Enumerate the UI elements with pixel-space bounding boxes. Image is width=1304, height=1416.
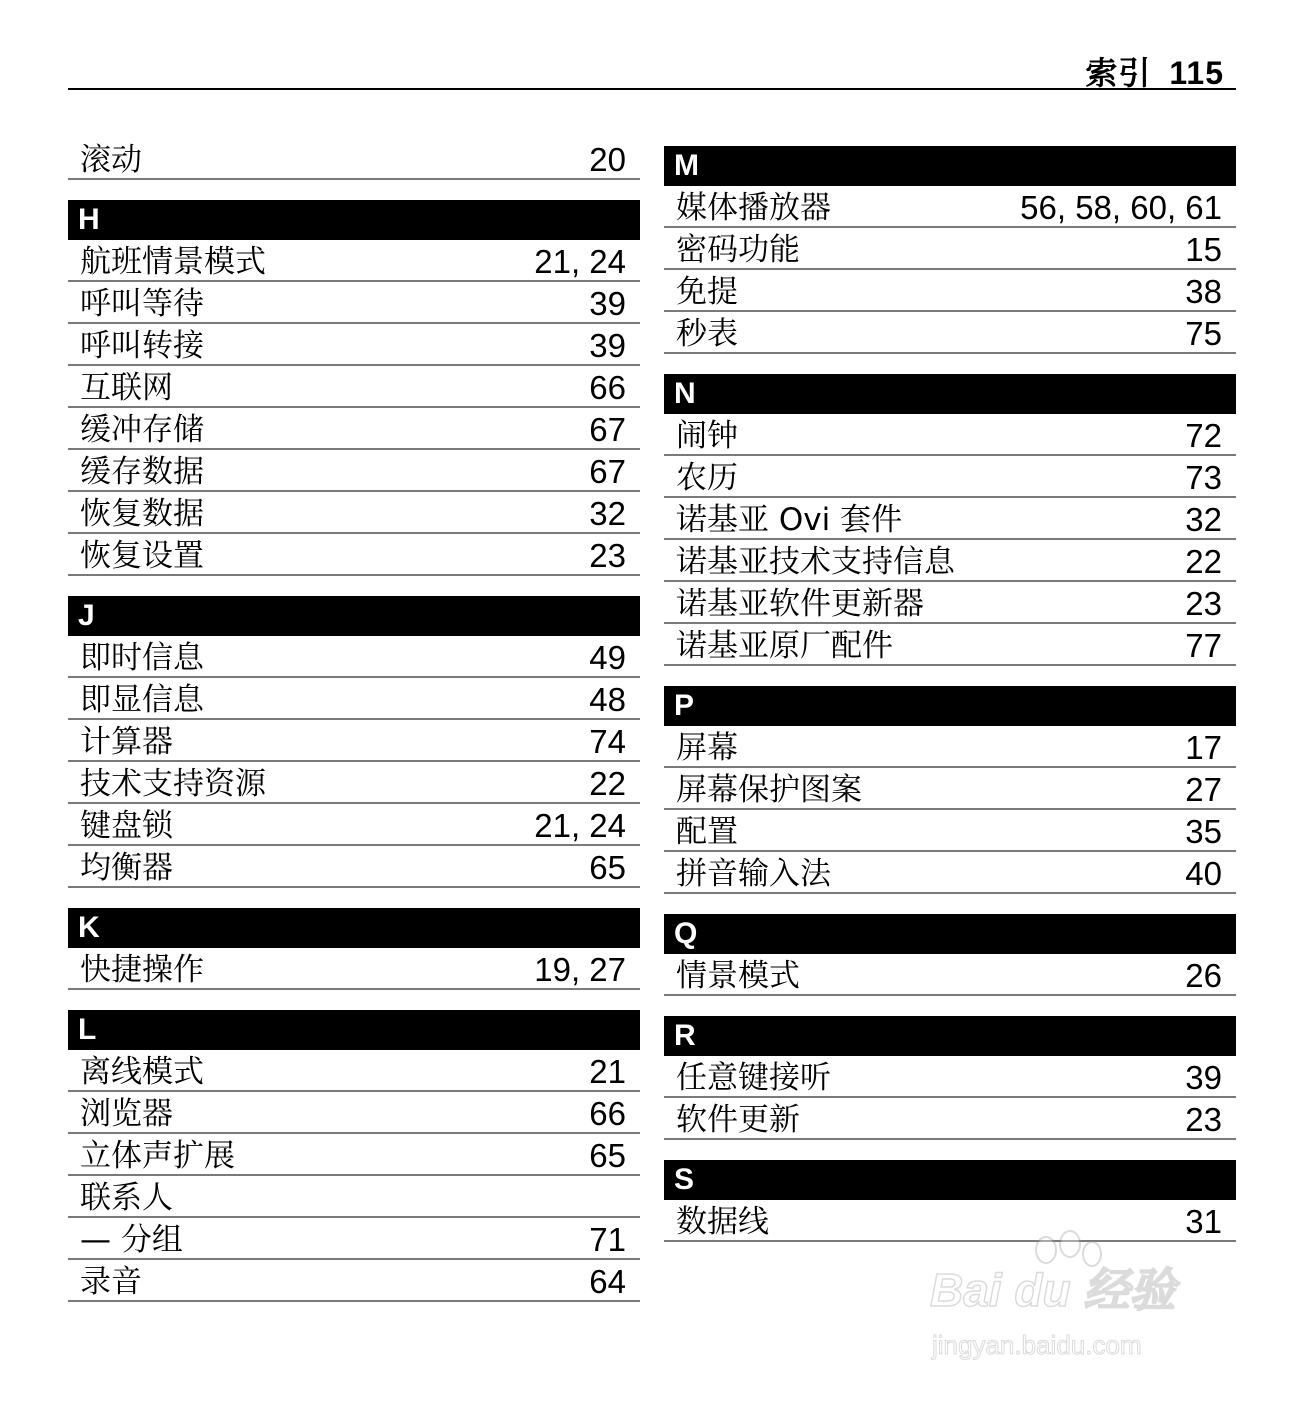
entry-pages: 22 (589, 765, 626, 802)
entry-pages: 22 (1185, 543, 1222, 580)
index-entry (664, 498, 1236, 540)
entry-pages: 74 (589, 723, 626, 760)
entry-pages: 15 (1185, 231, 1222, 268)
index-entry (68, 1260, 640, 1302)
index-section (664, 1016, 1236, 1140)
index-entry (68, 804, 640, 846)
entry-pages: 66 (589, 369, 626, 406)
entry-pages: 40 (1185, 855, 1222, 892)
index-entry (68, 534, 640, 576)
entry-term: 即显信息 (80, 682, 204, 718)
entry-pages: 19, 27 (534, 951, 626, 988)
index-entry (664, 768, 1236, 810)
index-section (68, 138, 640, 180)
section-letter-heading: J (68, 596, 640, 636)
index-entry (68, 1134, 640, 1176)
entry-term: 软件更新 (676, 1102, 800, 1138)
entry-term: 互联网 (80, 370, 173, 406)
entry-pages: 31 (1185, 1203, 1222, 1240)
entry-pages: 65 (589, 1137, 626, 1174)
entry-term: 航班情景模式 (80, 244, 266, 280)
section-letter-heading: R (664, 1016, 1236, 1056)
entry-term: 诺基亚原厂配件 (676, 628, 893, 664)
page-header (68, 40, 1236, 90)
entry-term: 情景模式 (676, 958, 800, 994)
entry-pages: 64 (589, 1263, 626, 1300)
entry-term: 缓存数据 (80, 454, 204, 490)
entry-term: 诺基亚技术支持信息 (676, 544, 955, 580)
index-entry (664, 852, 1236, 894)
entry-term: 诺基亚软件更新器 (676, 586, 924, 622)
index-entry (664, 810, 1236, 852)
entry-term: 缓冲存储 (80, 412, 204, 448)
entry-pages: 49 (589, 639, 626, 676)
index-section (664, 914, 1236, 996)
index-entry (664, 1098, 1236, 1140)
index-entry (664, 624, 1236, 666)
entry-pages: 67 (589, 453, 626, 490)
watermark-url: jingyan.baidu.com (932, 1330, 1142, 1360)
index-entry (68, 678, 640, 720)
entry-pages: 17 (1185, 729, 1222, 766)
entry-pages: 71 (589, 1221, 626, 1258)
entry-pages: 77 (1185, 627, 1222, 664)
index-entry (68, 240, 640, 282)
entry-pages: 21, 24 (534, 807, 626, 844)
index-entry (68, 1092, 640, 1134)
index-entry (664, 954, 1236, 996)
index-section (68, 200, 640, 576)
entry-pages: 39 (589, 285, 626, 322)
index-entry (68, 282, 640, 324)
index-entry (68, 720, 640, 762)
index-entry (68, 450, 640, 492)
index-entry (68, 492, 640, 534)
index-entry (68, 1218, 640, 1260)
entry-term: 计算器 (80, 724, 173, 760)
section-letter-heading: S (664, 1160, 1236, 1200)
entry-term: 技术支持资源 (80, 766, 266, 802)
index-section (664, 146, 1236, 354)
index-entry (664, 228, 1236, 270)
section-letter-heading: M (664, 146, 1236, 186)
index-entry (68, 846, 640, 888)
index-column-left (68, 138, 640, 1322)
index-section (664, 686, 1236, 894)
section-letter-heading: P (664, 686, 1236, 726)
entry-term: 录音 (80, 1264, 142, 1300)
entry-term: 秒表 (676, 316, 738, 352)
entry-term: 恢复数据 (80, 496, 204, 532)
entry-term: 滚动 (80, 142, 142, 178)
section-letter-heading: L (68, 1010, 640, 1050)
entry-pages: 23 (1185, 1101, 1222, 1138)
index-column-right (664, 146, 1236, 1262)
entry-term: 呼叫等待 (80, 286, 204, 322)
entry-term: 浏览器 (80, 1096, 173, 1132)
section-letter-heading: Q (664, 914, 1236, 954)
entry-pages: 21, 24 (534, 243, 626, 280)
entry-term: 联系人 (80, 1180, 173, 1216)
entry-pages: 67 (589, 411, 626, 448)
entry-term: 拼音输入法 (676, 856, 831, 892)
index-section (68, 596, 640, 888)
entry-term: 任意键接听 (676, 1060, 831, 1096)
entry-pages: 39 (589, 327, 626, 364)
entry-term: 数据线 (676, 1204, 769, 1240)
entry-pages: 26 (1185, 957, 1222, 994)
entry-pages: 65 (589, 849, 626, 886)
section-letter-heading: N (664, 374, 1236, 414)
entry-term: — 分组 (80, 1222, 183, 1258)
index-entry (664, 312, 1236, 354)
header-text (1085, 48, 1224, 94)
entry-pages: 32 (589, 495, 626, 532)
entry-pages: 39 (1185, 1059, 1222, 1096)
entry-pages: 75 (1185, 315, 1222, 352)
entry-pages: 32 (1185, 501, 1222, 538)
index-entry (68, 1050, 640, 1092)
entry-term: 屏幕保护图案 (676, 772, 862, 808)
entry-pages: 21 (589, 1053, 626, 1090)
index-entry (68, 324, 640, 366)
index-entry (68, 1176, 640, 1218)
index-entry (664, 582, 1236, 624)
index-entry (68, 366, 640, 408)
entry-term: 闹钟 (676, 418, 738, 454)
index-entry (664, 186, 1236, 228)
index-entry (664, 270, 1236, 312)
index-entry (68, 138, 640, 180)
index-entry (68, 636, 640, 678)
entry-term: 即时信息 (80, 640, 204, 676)
entry-term: 媒体播放器 (676, 190, 831, 226)
entry-pages: 72 (1185, 417, 1222, 454)
entry-term: 农历 (676, 460, 738, 496)
entry-pages: 20 (589, 141, 626, 178)
entry-pages: 56, 58, 60, 61 (1020, 189, 1222, 226)
entry-term: 均衡器 (80, 850, 173, 886)
entry-pages: 48 (589, 681, 626, 718)
index-entry (68, 408, 640, 450)
entry-pages: 38 (1185, 273, 1222, 310)
index-section (664, 374, 1236, 666)
entry-term: 屏幕 (676, 730, 738, 766)
entry-pages: 27 (1185, 771, 1222, 808)
entry-term: 立体声扩展 (80, 1138, 235, 1174)
header-page-number: 115 (1169, 55, 1224, 91)
section-letter-heading: K (68, 908, 640, 948)
entry-term: 快捷操作 (80, 952, 204, 988)
entry-pages: 73 (1185, 459, 1222, 496)
entry-term: 密码功能 (676, 232, 800, 268)
entry-term: 诺基亚 Ovi 套件 (676, 502, 903, 538)
entry-pages: 66 (589, 1095, 626, 1132)
entry-pages: 23 (1185, 585, 1222, 622)
entry-term: 键盘锁 (80, 808, 173, 844)
entry-pages: 35 (1185, 813, 1222, 850)
index-section (68, 908, 640, 990)
paw-logo-icon (1036, 1231, 1101, 1266)
index-entry (68, 762, 640, 804)
baidu-jingyan-watermark (928, 1228, 1228, 1368)
index-section (68, 1010, 640, 1302)
entry-term: 配置 (676, 814, 738, 850)
entry-term: 离线模式 (80, 1054, 204, 1090)
index-entry (664, 414, 1236, 456)
watermark-logo-text: Bai du 经验 (930, 1264, 1176, 1316)
index-entry (68, 948, 640, 990)
index-entry (664, 540, 1236, 582)
index-entry (664, 1056, 1236, 1098)
header-title: 索引 (1085, 55, 1152, 91)
index-entry (664, 456, 1236, 498)
section-letter-heading: H (68, 200, 640, 240)
entry-pages: 23 (589, 537, 626, 574)
entry-term: 呼叫转接 (80, 328, 204, 364)
index-entry (664, 726, 1236, 768)
entry-term: 恢复设置 (80, 538, 204, 574)
entry-term: 免提 (676, 274, 738, 310)
